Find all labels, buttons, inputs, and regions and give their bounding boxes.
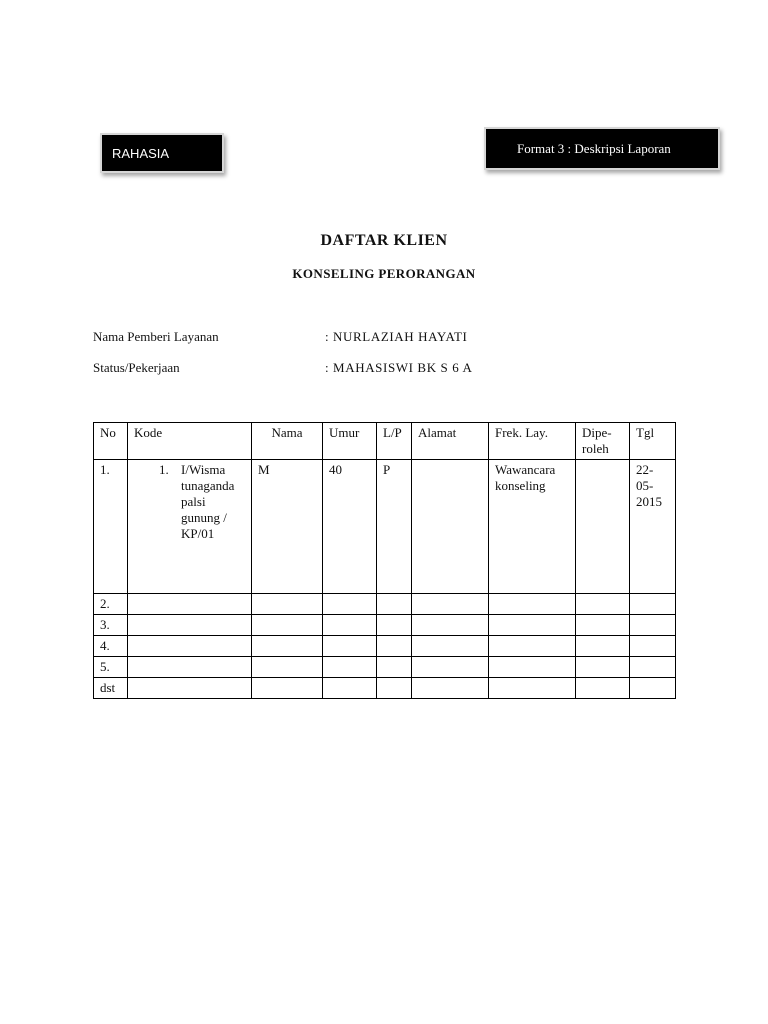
cell-no: 3. bbox=[94, 615, 128, 636]
header-kode: Kode bbox=[128, 423, 252, 460]
client-table bbox=[93, 422, 676, 699]
cell-empty bbox=[576, 657, 630, 678]
cell-empty bbox=[128, 594, 252, 615]
table-row bbox=[94, 594, 676, 615]
cell-empty bbox=[412, 636, 489, 657]
cell-nama: M bbox=[252, 460, 323, 594]
cell-kode bbox=[128, 460, 252, 594]
cell-empty bbox=[630, 615, 676, 636]
cell-lp: P bbox=[377, 460, 412, 594]
provider-label: Nama Pemberi Layanan bbox=[93, 329, 219, 344]
status-value: : MAHASISWI BK S 6 A bbox=[325, 360, 473, 375]
document-title: DAFTAR KLIEN bbox=[320, 232, 448, 249]
cell-empty bbox=[323, 678, 377, 699]
cell-no: 2. bbox=[94, 594, 128, 615]
cell-empty bbox=[576, 636, 630, 657]
cell-no: dst bbox=[94, 678, 128, 699]
status-label: Status/Pekerjaan bbox=[93, 360, 180, 375]
cell-empty bbox=[630, 636, 676, 657]
table-row bbox=[94, 615, 676, 636]
cell-empty bbox=[576, 678, 630, 699]
cell-empty bbox=[630, 594, 676, 615]
cell-empty bbox=[252, 636, 323, 657]
cell-umur: 40 bbox=[323, 460, 377, 594]
cell-empty bbox=[377, 657, 412, 678]
cell-empty bbox=[252, 657, 323, 678]
cell-empty bbox=[377, 678, 412, 699]
cell-empty bbox=[576, 594, 630, 615]
rahasia-label-box bbox=[100, 133, 224, 173]
kode-list-number: 1. bbox=[159, 462, 169, 477]
table-row bbox=[94, 636, 676, 657]
cell-empty bbox=[323, 594, 377, 615]
header-diperoleh: Dipe-roleh bbox=[576, 423, 630, 460]
cell-empty bbox=[252, 678, 323, 699]
cell-empty bbox=[128, 678, 252, 699]
cell-empty bbox=[412, 615, 489, 636]
provider-value: : NURLAZIAH HAYATI bbox=[325, 329, 468, 344]
header-lp: L/P bbox=[377, 423, 412, 460]
format-label-box bbox=[484, 127, 720, 170]
cell-frek: Wawancara konseling bbox=[489, 460, 576, 594]
table-header-row bbox=[94, 423, 676, 460]
cell-no: 5. bbox=[94, 657, 128, 678]
table-row bbox=[94, 678, 676, 699]
cell-empty bbox=[377, 615, 412, 636]
document-subtitle: KONSELING PERORANGAN bbox=[292, 266, 476, 281]
header-no: No bbox=[94, 423, 128, 460]
header-tgl: Tgl bbox=[630, 423, 676, 460]
cell-empty bbox=[576, 615, 630, 636]
cell-empty bbox=[630, 678, 676, 699]
format-label: Format 3 : Deskripsi Laporan bbox=[517, 141, 671, 156]
cell-empty bbox=[489, 636, 576, 657]
kode-text: I/Wisma tunaganda palsi gunung / KP/01 bbox=[181, 462, 235, 541]
cell-empty bbox=[323, 636, 377, 657]
header-alamat: Alamat bbox=[412, 423, 489, 460]
cell-empty bbox=[323, 615, 377, 636]
cell-diperoleh bbox=[576, 460, 630, 594]
header-umur: Umur bbox=[323, 423, 377, 460]
rahasia-label: RAHASIA bbox=[112, 146, 170, 161]
cell-no: 4. bbox=[94, 636, 128, 657]
cell-empty bbox=[489, 678, 576, 699]
cell-empty bbox=[377, 594, 412, 615]
cell-empty bbox=[630, 657, 676, 678]
cell-empty bbox=[412, 657, 489, 678]
cell-no: 1. bbox=[94, 460, 128, 594]
cell-empty bbox=[412, 678, 489, 699]
cell-empty bbox=[128, 615, 252, 636]
table-row bbox=[94, 460, 676, 594]
cell-alamat bbox=[412, 460, 489, 594]
cell-empty bbox=[489, 615, 576, 636]
cell-empty bbox=[489, 594, 576, 615]
cell-empty bbox=[252, 594, 323, 615]
cell-empty bbox=[377, 636, 412, 657]
cell-empty bbox=[252, 615, 323, 636]
cell-empty bbox=[489, 657, 576, 678]
cell-empty bbox=[412, 594, 489, 615]
cell-tgl: 22-05-2015 bbox=[630, 460, 676, 594]
header-nama: Nama bbox=[252, 423, 323, 460]
header-frek: Frek. Lay. bbox=[489, 423, 576, 460]
table-row bbox=[94, 657, 676, 678]
cell-empty bbox=[128, 657, 252, 678]
cell-empty bbox=[323, 657, 377, 678]
cell-empty bbox=[128, 636, 252, 657]
